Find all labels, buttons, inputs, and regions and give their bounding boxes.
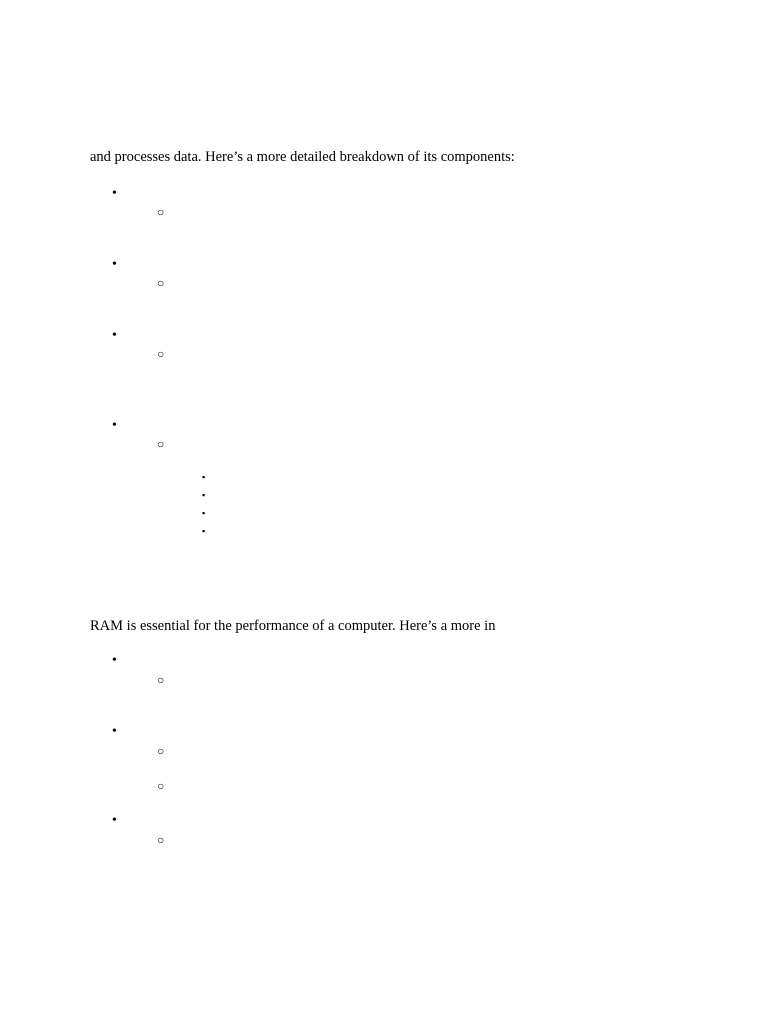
bullet-level1: •	[112, 724, 117, 739]
bullet-level2: ○	[157, 205, 165, 219]
bullet-level1: •	[112, 328, 117, 343]
bullet-level1: •	[112, 186, 117, 201]
bullet-level1: •	[112, 813, 117, 828]
bullet-level2: ○	[157, 673, 165, 687]
bullet-level2: ○	[157, 779, 165, 793]
bullet-level2: ○	[157, 276, 165, 290]
bullet-level2: ○	[157, 833, 165, 847]
paragraph-2: RAM is essential for the performance of a computer. Here’s a more in	[90, 618, 496, 634]
bullet-level3: ▪	[202, 508, 206, 518]
bullet-level3: ▪	[202, 472, 206, 482]
bullet-level1: •	[112, 257, 117, 272]
bullet-level2: ○	[157, 437, 165, 451]
bullet-level3: ▪	[202, 526, 206, 536]
paragraph-1: and processes data. Here’s a more detailed breakdown of its components:	[90, 149, 515, 165]
bullet-level3: ▪	[202, 490, 206, 500]
bullet-level1: •	[112, 418, 117, 433]
bullet-level1: •	[112, 653, 117, 668]
bullet-level2: ○	[157, 744, 165, 758]
bullet-level2: ○	[157, 347, 165, 361]
